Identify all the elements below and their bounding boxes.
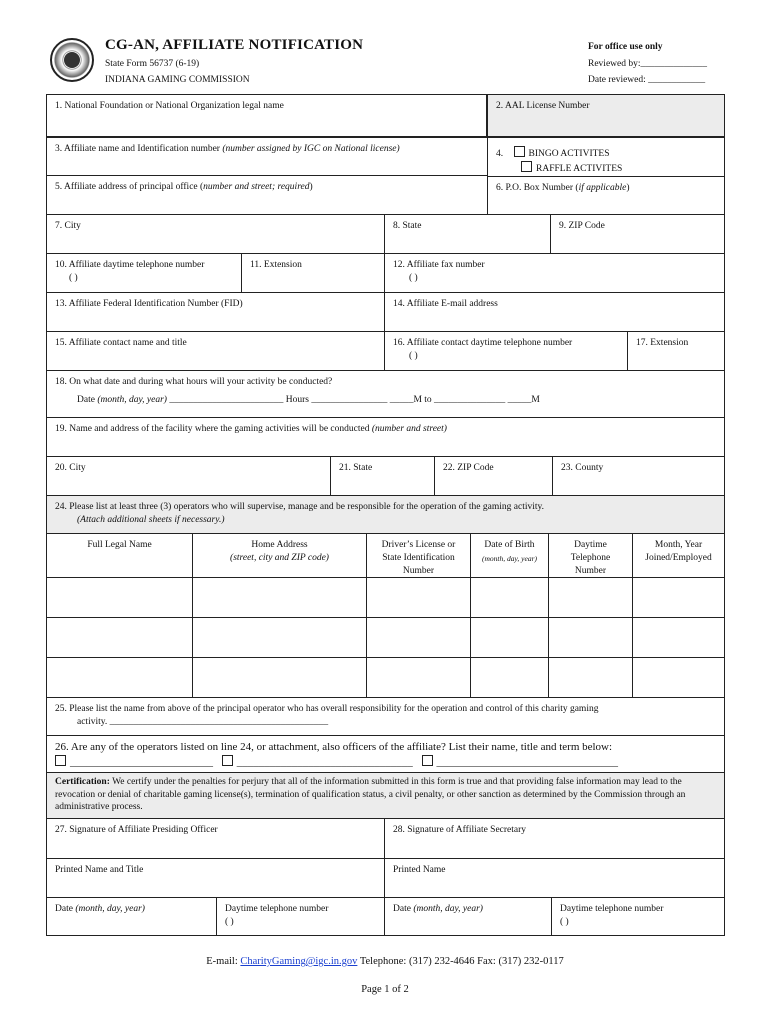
field-secretary-signature[interactable] bbox=[385, 819, 724, 858]
operator-joined-cell[interactable] bbox=[633, 618, 724, 657]
field-note: (month, day, year) bbox=[413, 904, 483, 914]
field-label: 11. Extension bbox=[250, 260, 302, 270]
row-dates bbox=[47, 898, 724, 935]
field-contact-extension[interactable] bbox=[628, 332, 724, 370]
operator-name-cell[interactable] bbox=[47, 658, 193, 697]
raffle-label: RAFFLE ACTIVITES bbox=[536, 164, 623, 174]
field-label: Date bbox=[393, 904, 414, 914]
row-26 bbox=[47, 736, 724, 773]
field-extension[interactable] bbox=[242, 254, 385, 292]
col-drivers-license: Driver’s License or State Identification Number bbox=[367, 534, 471, 577]
certification-body: We certify under the penalties for perjury that all of the information submitted in this form is true and that providing false information may lead to the revocation or denial of charitable gaming license(s), termination of qualification status, a civil penalty, or other sanction as determined by the Commission through an administrative process. bbox=[55, 777, 686, 812]
phone-fax: Telephone: (317) 232-4646 Fax: (317) 232-0117 bbox=[357, 956, 564, 967]
field-email[interactable] bbox=[385, 293, 724, 331]
certification-text bbox=[47, 773, 724, 818]
field-label: 3. Affiliate name and Identification number bbox=[55, 144, 223, 154]
field-officers bbox=[47, 736, 724, 772]
field-label: 12. Affiliate fax number bbox=[393, 260, 485, 270]
form-header bbox=[0, 0, 770, 95]
row-18 bbox=[47, 371, 724, 418]
operators-instructions bbox=[47, 496, 724, 533]
table-row bbox=[47, 658, 724, 698]
field-officer-printed-name[interactable] bbox=[47, 859, 385, 897]
officer-2-checkbox[interactable] bbox=[222, 755, 233, 766]
email-label: E-mail: bbox=[206, 956, 241, 967]
agency-name: INDIANA GAMING COMMISSION bbox=[105, 75, 250, 85]
field-zip[interactable] bbox=[551, 215, 724, 253]
operator-dob-cell[interactable] bbox=[471, 578, 549, 617]
officer-area-code: ( ) bbox=[225, 917, 234, 927]
field-label: 7. City bbox=[55, 221, 81, 231]
operator-name-cell[interactable] bbox=[47, 578, 193, 617]
field-label: 27. Signature of Affiliate Presiding Officer bbox=[55, 825, 218, 835]
operator-phone-cell[interactable] bbox=[549, 658, 633, 697]
col-daytime-phone: Daytime Telephone Number bbox=[549, 534, 633, 577]
field-note: (number and street) bbox=[371, 424, 447, 434]
field-contact-name[interactable] bbox=[47, 332, 385, 370]
form-number: State Form 56737 (6-19) bbox=[105, 59, 200, 69]
field-label: Daytime telephone number bbox=[225, 904, 329, 914]
field-label: 15. Affiliate contact name and title bbox=[55, 338, 187, 348]
table-row bbox=[47, 578, 724, 618]
field-label: Printed Name and Title bbox=[55, 865, 144, 875]
field-affiliate-name-id[interactable] bbox=[47, 138, 488, 176]
field-label: 17. Extension bbox=[636, 338, 689, 348]
reviewed-by-field[interactable]: Reviewed by:______________ bbox=[588, 59, 708, 69]
row-24 bbox=[47, 496, 724, 534]
row-printed-names bbox=[47, 859, 724, 898]
field-po-box[interactable] bbox=[488, 176, 724, 214]
field-label: 6. P.O. Box Number ( bbox=[496, 183, 579, 193]
field-note: (number assigned by IGC on National license) bbox=[222, 144, 400, 154]
field-affiliate-address[interactable] bbox=[47, 176, 488, 214]
officer-3-checkbox[interactable] bbox=[422, 755, 433, 766]
operator-phone-cell[interactable] bbox=[549, 618, 633, 657]
field-facility-county[interactable] bbox=[553, 457, 724, 495]
field-note: number and street; required bbox=[203, 182, 310, 192]
col-home-address: Home Address (street, city and ZIP code) bbox=[193, 534, 367, 577]
contact-footer bbox=[0, 956, 770, 967]
field-facility-state[interactable] bbox=[331, 457, 435, 495]
field-label: 23. County bbox=[561, 463, 604, 473]
col-joined-employed: Month, Year Joined/Employed bbox=[645, 540, 712, 563]
field-label: 2. AAL License Number bbox=[496, 101, 590, 111]
field-label: 24. Please list at least three (3) operators who will supervise, manage and be responsible for the operation of the gaming activity. bbox=[55, 502, 545, 512]
phone-area-code: ( ) bbox=[69, 273, 78, 283]
field-note: if applicable bbox=[578, 183, 627, 193]
field-activity-date-hours[interactable] bbox=[47, 371, 724, 417]
secretary-area-code: ( ) bbox=[560, 917, 569, 927]
field-facility-city[interactable] bbox=[47, 457, 331, 495]
col-date-of-birth: Date of Birth (month, day, year) bbox=[471, 534, 549, 577]
officer-2-line[interactable]: ________________________________ bbox=[236, 756, 413, 768]
field-contact-phone[interactable] bbox=[385, 332, 628, 370]
field-label: Printed Name bbox=[393, 865, 446, 875]
operator-dob-cell[interactable] bbox=[471, 618, 549, 657]
field-label: 14. Affiliate E-mail address bbox=[393, 299, 498, 309]
form-title: CG-AN, AFFILIATE NOTIFICATION bbox=[105, 37, 364, 53]
operator-dob-cell[interactable] bbox=[471, 658, 549, 697]
field-principal-operator[interactable] bbox=[47, 698, 724, 735]
email-link[interactable]: CharityGaming@igc.in.gov bbox=[240, 956, 358, 967]
operator-name-cell[interactable] bbox=[47, 618, 193, 657]
operator-license-cell[interactable] bbox=[367, 618, 471, 657]
operator-address-cell[interactable] bbox=[193, 618, 367, 657]
field-label: 5. Affiliate address of principal office ( bbox=[55, 182, 204, 192]
field-facility[interactable] bbox=[47, 418, 724, 456]
certification-label: Certification: bbox=[55, 777, 110, 787]
field-label: Daytime telephone number bbox=[560, 904, 664, 914]
field-label: 25. Please list the name from above of the principal operator who has overall responsibility for the operation and control of this charity gaming bbox=[55, 704, 599, 714]
field-note: (Attach additional sheets if necessary.) bbox=[77, 515, 225, 525]
field-label: 19. Name and address of the facility where the gaming activities will be conducted bbox=[55, 424, 372, 434]
row-19 bbox=[47, 418, 724, 457]
row-15 bbox=[47, 332, 724, 371]
operator-joined-cell[interactable] bbox=[633, 578, 724, 617]
operator-address-cell[interactable] bbox=[193, 658, 367, 697]
field-officer-signature[interactable] bbox=[47, 819, 385, 858]
field-label-close: ) bbox=[309, 182, 313, 192]
field-label: 20. City bbox=[55, 463, 86, 473]
officer-1-line[interactable]: __________________________ bbox=[70, 756, 213, 768]
field-label: 16. Affiliate contact daytime telephone number bbox=[393, 338, 573, 348]
row-3 bbox=[47, 138, 724, 176]
field-affiliate-phone[interactable] bbox=[47, 254, 242, 292]
field-label: 1. National Foundation or National Organization legal name bbox=[55, 101, 284, 111]
field-label: 18. On what date and during what hours will your activity be conducted? bbox=[55, 377, 333, 387]
field-aal-license[interactable] bbox=[488, 95, 724, 136]
contact-area-code: ( ) bbox=[409, 351, 418, 361]
field-officer-phone[interactable] bbox=[217, 898, 385, 935]
field-facility-zip[interactable] bbox=[435, 457, 553, 495]
field-national-org-name[interactable] bbox=[47, 95, 488, 136]
row-1 bbox=[47, 95, 724, 138]
field-label: Date bbox=[55, 904, 76, 914]
field-secretary-phone[interactable] bbox=[552, 898, 724, 935]
field-secretary-printed-name[interactable] bbox=[385, 859, 724, 897]
operator-address-cell[interactable] bbox=[193, 578, 367, 617]
bingo-label: BINGO ACTIVITES bbox=[528, 149, 610, 159]
field-label: 21. State bbox=[339, 463, 373, 473]
field-fid[interactable] bbox=[47, 293, 385, 331]
field-label-close: ) bbox=[626, 183, 630, 193]
principal-operator-line: activity. ______________________________________________ bbox=[77, 717, 329, 727]
field-label: 4. bbox=[496, 149, 504, 159]
field-activity-type bbox=[488, 138, 724, 176]
page-number: Page 1 of 2 bbox=[361, 984, 409, 995]
fax-area-code: ( ) bbox=[409, 273, 418, 283]
state-seal-icon bbox=[50, 38, 94, 82]
raffle-checkbox[interactable] bbox=[521, 161, 532, 172]
row-13 bbox=[47, 293, 724, 332]
operator-phone-cell[interactable] bbox=[549, 578, 633, 617]
field-secretary-date[interactable] bbox=[385, 898, 552, 935]
field-label: 8. State bbox=[393, 221, 422, 231]
field-label: 22. ZIP Code bbox=[443, 463, 494, 473]
row-20 bbox=[47, 457, 724, 496]
field-state[interactable] bbox=[385, 215, 551, 253]
date-note: (month, day, year) bbox=[97, 395, 167, 405]
date-hours-line: ________________________ Hours ________________ _____M to _______________ _____M bbox=[166, 395, 540, 405]
bingo-checkbox[interactable] bbox=[514, 146, 525, 157]
col-full-legal-name: Full Legal Name bbox=[47, 534, 193, 577]
field-city[interactable] bbox=[47, 215, 385, 253]
operator-license-cell[interactable] bbox=[367, 658, 471, 697]
operator-license-cell[interactable] bbox=[367, 578, 471, 617]
officer-1-checkbox[interactable] bbox=[55, 755, 66, 766]
row-25 bbox=[47, 698, 724, 736]
field-note: (month, day, year) bbox=[75, 904, 145, 914]
field-label: 10. Affiliate daytime telephone number bbox=[55, 260, 205, 270]
field-fax[interactable] bbox=[385, 254, 724, 292]
table-row bbox=[47, 618, 724, 658]
operator-joined-cell[interactable] bbox=[633, 658, 724, 697]
field-label: 26. Are any of the operators listed on line 24, or attachment, also officers of the affiliate? List their name, title and term below: bbox=[55, 741, 613, 753]
operators-table-header bbox=[47, 534, 724, 578]
date-reviewed-field[interactable]: Date reviewed: ____________ bbox=[588, 75, 706, 85]
row-10 bbox=[47, 254, 724, 293]
field-label: 13. Affiliate Federal Identification Number (FID) bbox=[55, 299, 243, 309]
field-label: 9. ZIP Code bbox=[559, 221, 605, 231]
row-27 bbox=[47, 819, 724, 859]
field-label: 28. Signature of Affiliate Secretary bbox=[393, 825, 527, 835]
office-use-label: For office use only bbox=[588, 42, 663, 52]
certification bbox=[47, 773, 724, 819]
field-officer-date[interactable] bbox=[47, 898, 217, 935]
row-7 bbox=[47, 215, 724, 254]
affiliate-form bbox=[46, 94, 725, 936]
row-5 bbox=[47, 176, 724, 215]
officer-3-line[interactable]: _________________________________ bbox=[436, 756, 618, 768]
date-label: Date bbox=[77, 395, 98, 405]
